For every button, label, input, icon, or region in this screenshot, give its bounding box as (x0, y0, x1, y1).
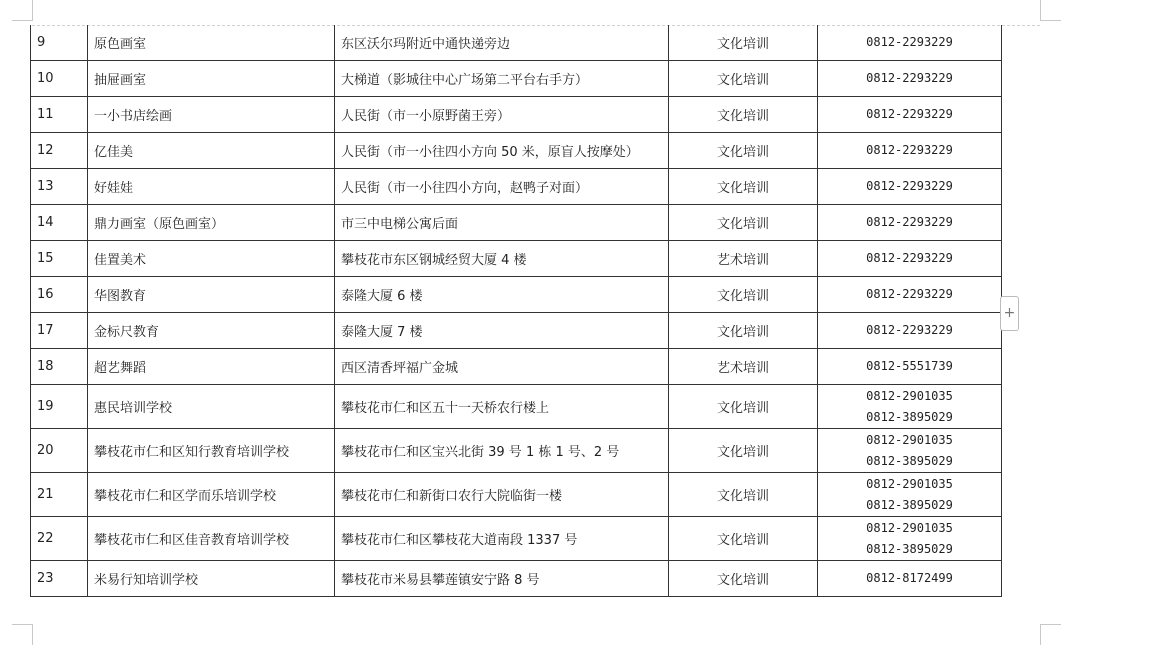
cell-phone[interactable] (818, 205, 1002, 241)
phone-number: 0812-2293229 (866, 287, 953, 301)
cell-type[interactable]: 文化培训 (669, 277, 818, 313)
cell-number[interactable]: 16 (31, 277, 88, 313)
cell-type[interactable]: 文化培训 (669, 169, 818, 205)
cell-number[interactable]: 23 (31, 561, 88, 597)
cell-number[interactable]: 14 (31, 205, 88, 241)
phone-number: 0812-2901035 (866, 432, 953, 447)
cell-address[interactable]: 东区沃尔玛附近中通快递旁边 (335, 25, 669, 61)
cell-institution-name[interactable]: 惠民培训学校 (88, 385, 335, 429)
cell-institution-name[interactable]: 一小书店绘画 (88, 97, 335, 133)
cell-number[interactable]: 17 (31, 313, 88, 349)
add-row-button[interactable]: + (1000, 296, 1019, 331)
phone-number: 0812-8172499 (866, 571, 953, 585)
cell-type[interactable]: 文化培训 (669, 561, 818, 597)
phone-number: 0812-2901035 (866, 520, 953, 535)
cell-address[interactable]: 人民街（市一小往四小方向，赵鸭子对面） (335, 169, 669, 205)
page-corner-mark-top-left (12, 0, 33, 21)
phone-number: 0812-2293229 (866, 215, 953, 229)
phone-number: 0812-2293229 (866, 143, 953, 157)
cell-phone[interactable] (818, 25, 1002, 61)
cell-phone[interactable] (818, 385, 1002, 429)
cell-type[interactable]: 文化培训 (669, 133, 818, 169)
phone-number: 0812-2293229 (866, 323, 953, 337)
cell-type[interactable]: 文化培训 (669, 61, 818, 97)
cell-institution-name[interactable]: 攀枝花市仁和区知行教育培训学校 (88, 429, 335, 473)
cell-number[interactable]: 9 (31, 25, 88, 61)
cell-institution-name[interactable]: 华图教育 (88, 277, 335, 313)
table-row (31, 349, 1002, 385)
table-row (31, 241, 1002, 277)
cell-institution-name[interactable]: 超艺舞蹈 (88, 349, 335, 385)
phone-number: 0812-2293229 (866, 107, 953, 121)
table-row (31, 277, 1002, 313)
cell-institution-name[interactable]: 米易行知培训学校 (88, 561, 335, 597)
cell-number[interactable]: 15 (31, 241, 88, 277)
cell-number[interactable]: 10 (31, 61, 88, 97)
table-row (31, 561, 1002, 597)
table-row (31, 97, 1002, 133)
cell-institution-name[interactable]: 原色画室 (88, 25, 335, 61)
phone-number: 0812-2293229 (866, 35, 953, 49)
cell-institution-name[interactable]: 好娃娃 (88, 169, 335, 205)
table-row (31, 61, 1002, 97)
cell-type[interactable]: 艺术培训 (669, 241, 818, 277)
cell-address[interactable]: 攀枝花市仁和区攀枝花大道南段 1337 号 (335, 517, 669, 561)
cell-phone[interactable] (818, 241, 1002, 277)
phone-number: 0812-3895029 (866, 497, 953, 512)
training-institutions-table (30, 25, 1002, 597)
cell-address[interactable]: 攀枝花市仁和区宝兴北街 39 号 1 栋 1 号、2 号 (335, 429, 669, 473)
cell-number[interactable]: 12 (31, 133, 88, 169)
cell-type[interactable]: 文化培训 (669, 313, 818, 349)
cell-type[interactable]: 艺术培训 (669, 349, 818, 385)
phone-number: 0812-2293229 (866, 179, 953, 193)
phone-number: 0812-2293229 (866, 251, 953, 265)
cell-address[interactable]: 泰隆大厦 7 楼 (335, 313, 669, 349)
table-row (31, 473, 1002, 517)
table-body (31, 25, 1002, 597)
cell-number[interactable]: 18 (31, 349, 88, 385)
cell-address[interactable]: 市三中电梯公寓后面 (335, 205, 669, 241)
cell-phone[interactable] (818, 429, 1002, 473)
cell-number[interactable]: 11 (31, 97, 88, 133)
cell-institution-name[interactable]: 抽屉画室 (88, 61, 335, 97)
cell-address[interactable]: 大梯道（影城往中心广场第二平台右手方） (335, 61, 669, 97)
cell-type[interactable]: 文化培训 (669, 429, 818, 473)
cell-number[interactable]: 19 (31, 385, 88, 429)
table-row (31, 205, 1002, 241)
table-row (31, 133, 1002, 169)
table-row (31, 25, 1002, 61)
cell-address[interactable]: 人民街（市一小往四小方向 50 米，原盲人按摩处） (335, 133, 669, 169)
cell-address[interactable]: 攀枝花市东区钢城经贸大厦 4 楼 (335, 241, 669, 277)
table-row (31, 429, 1002, 473)
phone-number: 0812-3895029 (866, 541, 953, 556)
cell-phone[interactable] (818, 517, 1002, 561)
page-corner-mark-bottom-right (1040, 624, 1061, 645)
cell-address[interactable]: 人民街（市一小原野菌王旁） (335, 97, 669, 133)
cell-type[interactable]: 文化培训 (669, 205, 818, 241)
cell-phone[interactable] (818, 97, 1002, 133)
cell-number[interactable]: 22 (31, 517, 88, 561)
cell-address[interactable]: 攀枝花市米易县攀莲镇安宁路 8 号 (335, 561, 669, 597)
cell-number[interactable]: 20 (31, 429, 88, 473)
cell-institution-name[interactable]: 佳置美术 (88, 241, 335, 277)
cell-institution-name[interactable]: 攀枝花市仁和区佳音教育培训学校 (88, 517, 335, 561)
cell-institution-name[interactable]: 金标尺教育 (88, 313, 335, 349)
cell-phone[interactable] (818, 169, 1002, 205)
cell-type[interactable]: 文化培训 (669, 97, 818, 133)
table-row (31, 385, 1002, 429)
cell-type[interactable]: 文化培训 (669, 25, 818, 61)
table-row (31, 313, 1002, 349)
cell-phone[interactable] (818, 561, 1002, 597)
cell-phone[interactable] (818, 133, 1002, 169)
cell-number[interactable]: 21 (31, 473, 88, 517)
cell-phone[interactable] (818, 313, 1002, 349)
phone-number: 0812-3895029 (866, 409, 953, 424)
cell-address[interactable]: 泰隆大厦 6 楼 (335, 277, 669, 313)
phone-number: 0812-3895029 (866, 453, 953, 468)
cell-phone[interactable] (818, 61, 1002, 97)
table-row (31, 517, 1002, 561)
cell-address[interactable]: 攀枝花市仁和区五十一天桥农行楼上 (335, 385, 669, 429)
phone-number: 0812-5551739 (866, 359, 953, 373)
cell-phone[interactable] (818, 473, 1002, 517)
cell-phone[interactable] (818, 277, 1002, 313)
cell-address[interactable]: 西区清香坪福广金城 (335, 349, 669, 385)
cell-institution-name[interactable]: 鼎力画室（原色画室） (88, 205, 335, 241)
cell-number[interactable]: 13 (31, 169, 88, 205)
cell-type[interactable]: 文化培训 (669, 385, 818, 429)
cell-institution-name[interactable]: 攀枝花市仁和区学而乐培训学校 (88, 473, 335, 517)
cell-type[interactable]: 文化培训 (669, 473, 818, 517)
cell-address[interactable]: 攀枝花市仁和新街口农行大院临街一楼 (335, 473, 669, 517)
page-corner-mark-bottom-left (12, 624, 33, 645)
phone-number: 0812-2293229 (866, 71, 953, 85)
page-corner-mark-top-right (1040, 0, 1061, 21)
phone-number: 0812-2901035 (866, 476, 953, 491)
phone-number: 0812-2901035 (866, 388, 953, 403)
cell-phone[interactable] (818, 349, 1002, 385)
cell-type[interactable]: 文化培训 (669, 517, 818, 561)
table-row (31, 169, 1002, 205)
cell-institution-name[interactable]: 亿佳美 (88, 133, 335, 169)
